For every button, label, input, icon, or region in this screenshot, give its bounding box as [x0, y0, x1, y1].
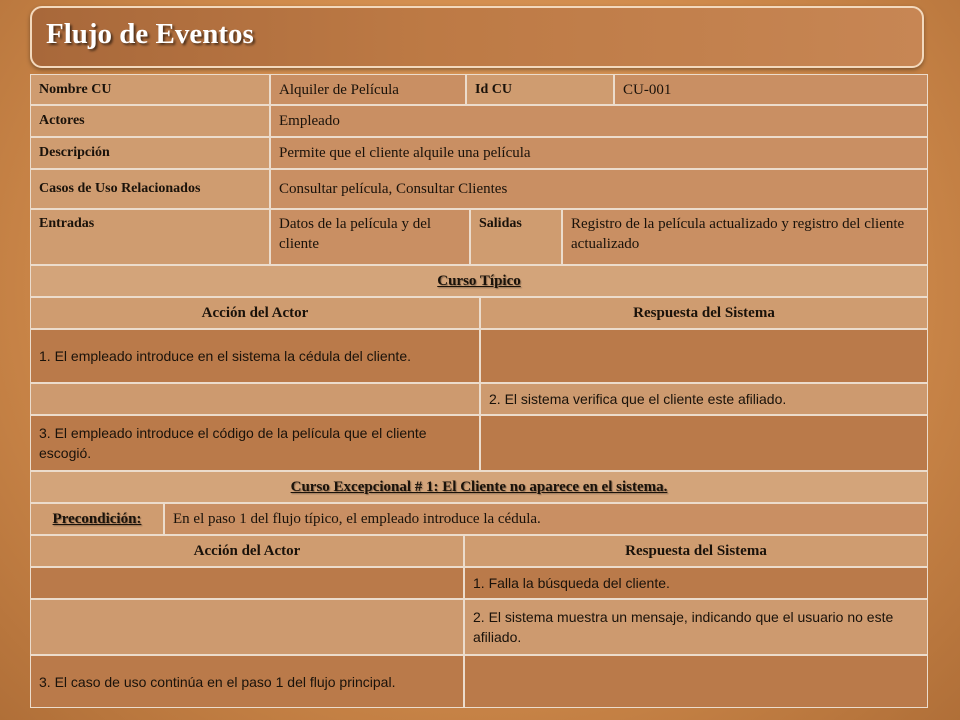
page-title: Flujo de Eventos — [46, 18, 254, 50]
salidas-value: Registro de la película actualizado y registro del cliente actualizado — [562, 209, 928, 265]
excepcional-actor-header: Acción del Actor — [30, 535, 464, 567]
casos-relacionados-label: Casos de Uso Relacionados — [30, 169, 270, 209]
salidas-label: Salidas — [470, 209, 562, 265]
id-cu-value: CU-001 — [614, 74, 928, 105]
tipico-step-1: 1. El empleado introduce en el sistema la cédula del cliente. — [30, 329, 480, 383]
excepcional-step-3: 3. El caso de uso continúa en el paso 1 del flujo principal. — [30, 655, 464, 708]
use-case-table — [30, 74, 928, 708]
precondicion-value: En el paso 1 del flujo típico, el empleado introduce la cédula. — [164, 503, 928, 535]
excepcional-step-2: 2. El sistema muestra un mensaje, indicando que el usuario no este afiliado. — [464, 599, 928, 655]
casos-relacionados-value: Consultar película, Consultar Clientes — [270, 169, 928, 209]
tipico-step-2: 2. El sistema verifica que el cliente este afiliado. — [480, 383, 928, 415]
id-cu-label: Id CU — [466, 74, 614, 105]
excepcional-step-1: 1. Falla la búsqueda del cliente. — [464, 567, 928, 599]
actores-label: Actores — [30, 105, 270, 137]
descripcion-value: Permite que el cliente alquile una película — [270, 137, 928, 169]
title-bar — [30, 6, 924, 68]
tipico-empty-cell — [480, 329, 928, 383]
nombre-cu-value: Alquiler de Película — [270, 74, 466, 105]
tipico-step-3: 3. El empleado introduce el código de la película que el cliente escogió. — [30, 415, 480, 471]
curso-tipico-title: Curso Típico — [30, 265, 928, 297]
actores-value: Empleado — [270, 105, 928, 137]
precondicion-label: Precondición: — [30, 503, 164, 535]
entradas-value: Datos de la película y del cliente — [270, 209, 470, 265]
descripcion-label: Descripción — [30, 137, 270, 169]
nombre-cu-label: Nombre CU — [30, 74, 270, 105]
excepcional-empty-cell — [30, 599, 464, 655]
excepcional-system-header: Respuesta del Sistema — [464, 535, 928, 567]
tipico-empty-cell — [30, 383, 480, 415]
tipico-system-header: Respuesta del Sistema — [480, 297, 928, 329]
excepcional-empty-cell — [464, 655, 928, 708]
tipico-actor-header: Acción del Actor — [30, 297, 480, 329]
tipico-empty-cell — [480, 415, 928, 471]
entradas-label: Entradas — [30, 209, 270, 265]
curso-excepcional-title: Curso Excepcional # 1: El Cliente no aparece en el sistema. — [30, 471, 928, 503]
excepcional-empty-cell — [30, 567, 464, 599]
